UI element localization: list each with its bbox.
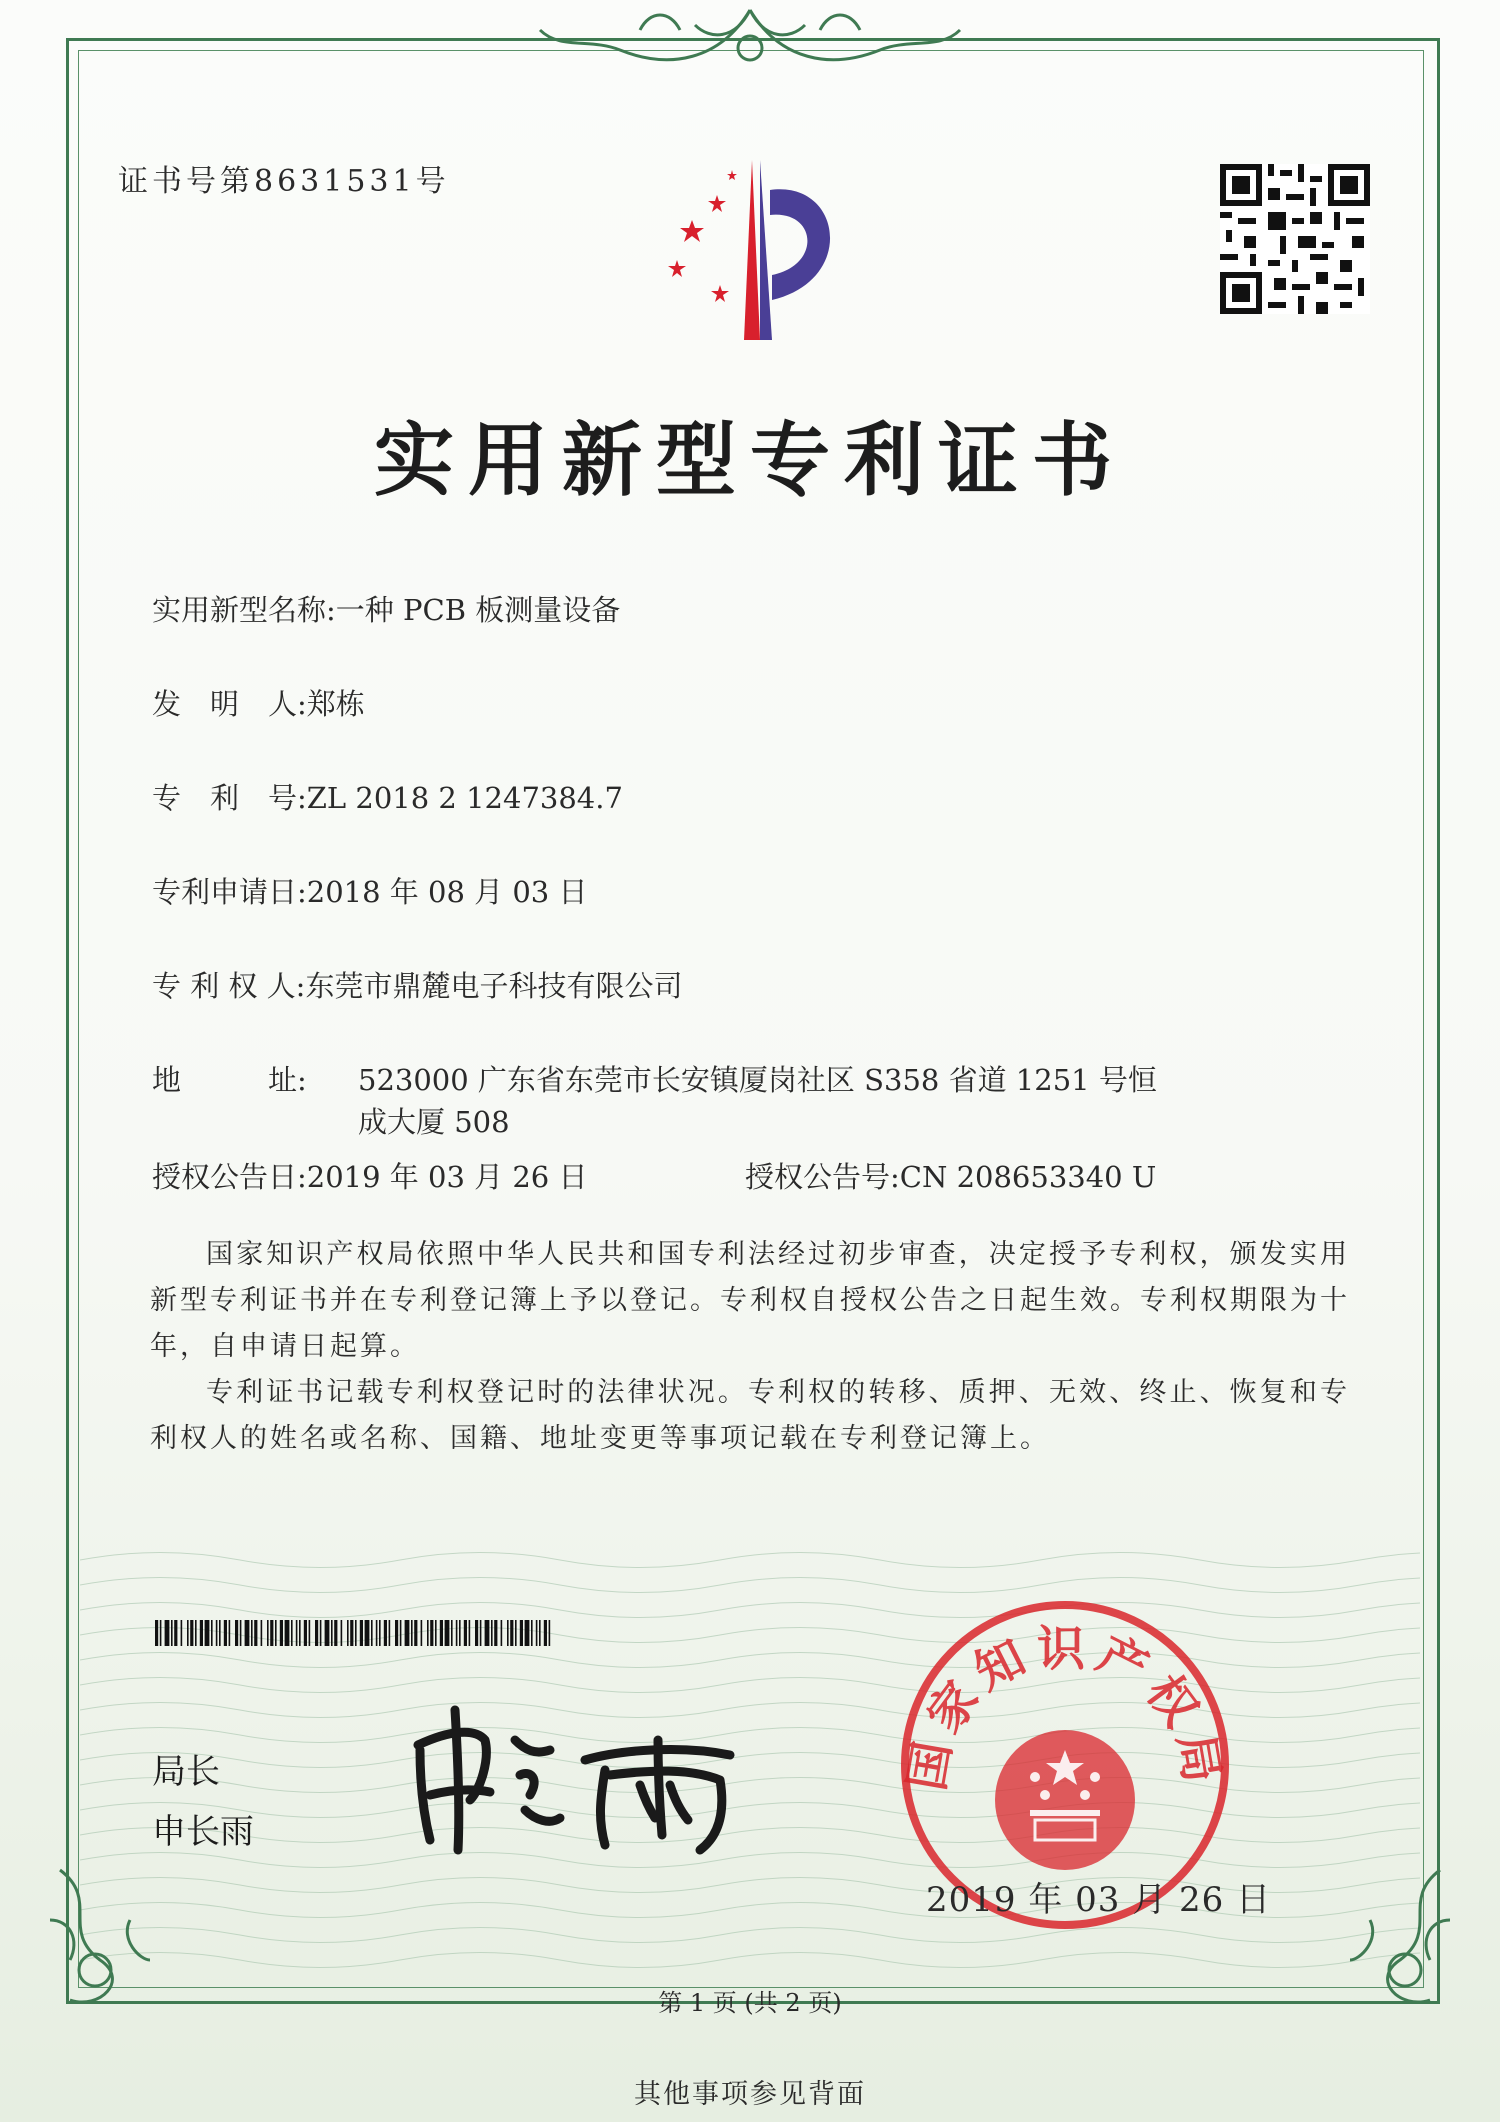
page-number: 第 1 页 (共 2 页) [658, 1989, 842, 2017]
cnipa-emblem-logo [632, 150, 882, 350]
field-patent-number [152, 778, 623, 818]
field-label: 专利申请日: [152, 875, 307, 909]
field-address-label: 地 址: [152, 1063, 307, 1097]
field-patentee [152, 966, 682, 1006]
qr-code [1220, 164, 1370, 314]
field-address-line1: 523000 广东省东莞市长安镇厦岗社区 S358 省道 1251 号恒 [358, 1063, 1157, 1097]
field-label: 专 利 号: [152, 781, 307, 815]
field-value: 2019 年 03 月 26 日 [306, 1160, 588, 1194]
certificate-number: 证书号第8631531号 [118, 164, 450, 199]
field-label: 授权公告日: [152, 1160, 307, 1194]
field-grant-number [745, 1157, 1156, 1197]
field-value: ZL 2018 2 1247384.7 [306, 781, 623, 815]
field-label: 实用新型名称: [152, 593, 336, 627]
field-value: 东莞市鼎麓电子科技有限公司 [305, 969, 683, 1003]
barcode [155, 1620, 555, 1646]
body-paragraph-1: 国家知识产权局依照中华人民共和国专利法经过初步审查，决定授予专利权，颁发实用新型专利证书并在专利登记簿上予以登记。专利权自授权公告之日起生效。专利权期限为十年，自申请日起算。 [150, 1239, 1350, 1362]
field-inventor [152, 684, 365, 724]
field-filing-date [152, 872, 587, 912]
signatory-title: 局长 [152, 1752, 220, 1792]
signatory-name: 申长雨 [152, 1812, 254, 1852]
footer-note: 其他事项参见背面 [634, 2079, 866, 2110]
field-label: 发 明 人: [152, 687, 307, 721]
field-value: 郑栋 [306, 687, 365, 721]
field-label: 授权公告号: [745, 1160, 900, 1194]
certificate-title: 实用新型专利证书 [374, 413, 1126, 507]
field-grant-date [152, 1157, 587, 1197]
body-paragraph-2: 专利证书记载专利权登记时的法律状况。专利权的转移、质押、无效、终止、恢复和专利权人的姓名或名称、国籍、地址变更等事项记载在专利登记簿上。 [150, 1377, 1350, 1454]
field-address-line2: 成大厦 508 [358, 1105, 510, 1139]
field-value: CN 208653340 U [899, 1160, 1157, 1194]
field-value: 2018 年 08 月 03 日 [306, 875, 588, 909]
svg-text:国家知识产权局: 国家知识产权局 [898, 1621, 1232, 1795]
field-label: 专 利 权 人: [152, 969, 306, 1003]
field-value: 一种 PCB 板测量设备 [335, 593, 621, 627]
director-signature [400, 1700, 770, 1860]
seal-date: 2019 年 03 月 26 日 [926, 1880, 1272, 1920]
top-ornament [520, 0, 980, 80]
field-utility-model-name [152, 590, 620, 630]
